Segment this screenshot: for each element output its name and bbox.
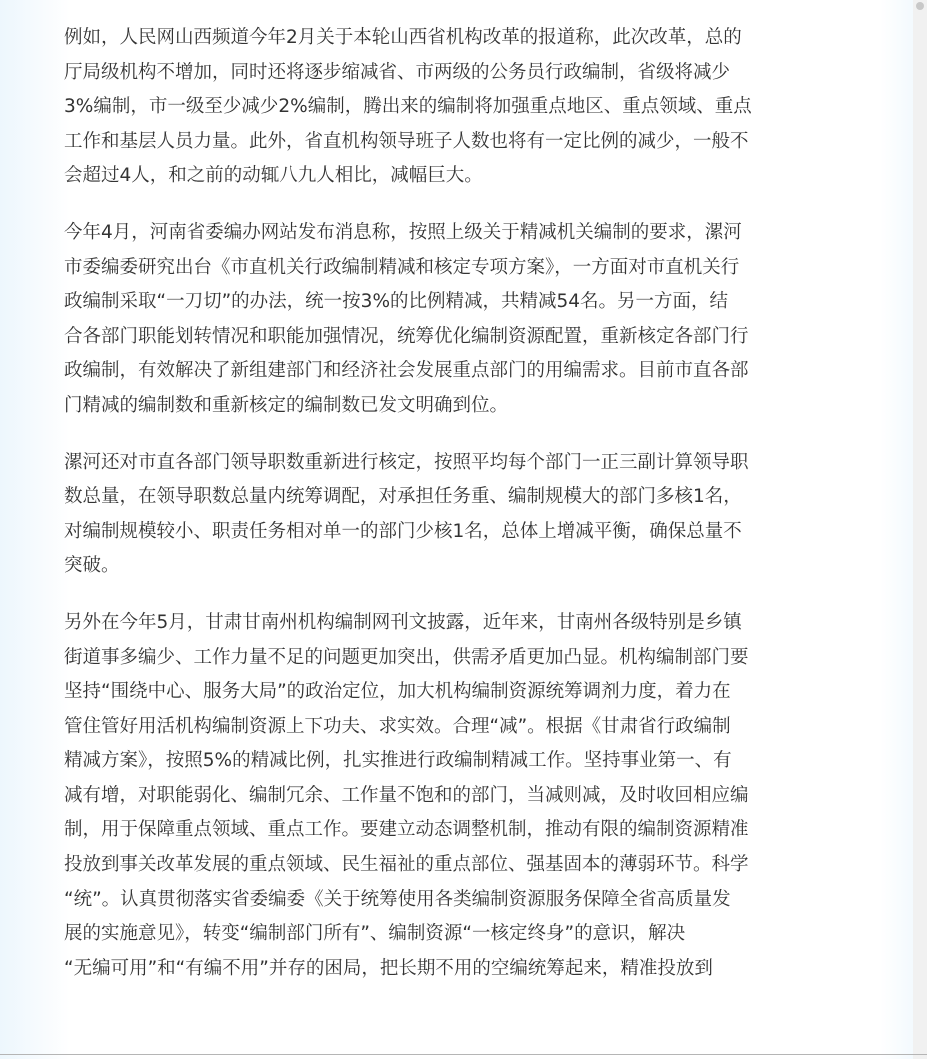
text-line: 突破。	[64, 555, 120, 577]
text-line: 管住管好用活机构编制资源上下功夫、求实效。合理“减”。根据《甘肃省行政编制	[64, 715, 731, 737]
text-line: 街道事多编少、工作力量不足的问题更加突出，供需矛盾更加凸显。机构编制部门要	[64, 646, 749, 668]
text-line: 制，用于保障重点领域、重点工作。要建立动态调整机制，推动有限的编制资源精准	[64, 819, 749, 841]
text-line: 工作和基层人员力量。此外，省直机构领导班子人数也将有一定比例的减少，一般不	[64, 130, 749, 152]
text-line: 政编制，有效解决了新组建部门和经济社会发展重点部门的用编需求。目前市直各部	[64, 360, 749, 382]
text-line: 会超过4人，和之前的动辄八九人相比，减幅巨大。	[64, 165, 483, 187]
text-line: 门精减的编制数和重新核定的编制数已发文明确到位。	[64, 394, 509, 416]
vertical-scrollbar[interactable]	[913, 0, 927, 1059]
text-line: 市委编委研究出台《市直机关行政编制精减和核定专项方案》，一方面对市直机关行	[64, 256, 740, 278]
article-body	[64, 21, 836, 1008]
text-line: 今年4月，河南省委编办网站发布消息称，按照上级关于精减机关编制的要求，漯河	[64, 221, 742, 243]
text-line: “统”。认真贯彻落实省委编委《关于统筹使用各类编制资源服务保障全省高质量发	[64, 888, 731, 910]
text-line: 坚持“围绕中心、服务大局”的政治定位，加大机构编制资源统筹调剂力度，着力在	[64, 681, 731, 703]
text-line: 厅局级机构不增加，同时还将逐步缩减省、市两级的公务员行政编制，省级将减少	[64, 61, 731, 83]
paragraph-luohe	[64, 446, 836, 584]
bottom-divider	[0, 1054, 927, 1055]
scrollbar-thumb[interactable]	[916, 2, 924, 10]
text-line: 漯河还对市直各部门领导职数重新进行核定，按照平均每个部门一正三副计算领导职	[64, 451, 749, 473]
paragraph-gannan	[64, 606, 836, 987]
paragraph-henan	[64, 216, 836, 424]
paragraph-shanxi	[64, 21, 836, 194]
text-line: 精减方案》，按照5%的精减比例，扎实推进行政编制精减工作。坚持事业第一、有	[64, 750, 732, 772]
text-line: “无编可用”和“有编不用”并存的困局，把长期不用的空编统筹起来，精准投放到	[64, 957, 713, 979]
text-line: 另外在今年5月，甘肃甘南州机构编制网刊文披露，近年来，甘南州各级特别是乡镇	[64, 611, 742, 633]
text-line: 对编制规模较小、职责任务相对单一的部门少核1名，总体上增减平衡，确保总量不	[64, 520, 742, 542]
text-line: 投放到事关改革发展的重点领域、民生福祉的重点部位、强基固本的薄弱环节。科学	[64, 854, 749, 876]
text-line: 政编制采取“一刀切”的办法，统一按3%的比例精减，共精减54名。另一方面，结	[64, 291, 729, 313]
text-line: 例如，人民网山西频道今年2月关于本轮山西省机构改革的报道称，此次改革，总的	[64, 27, 742, 48]
text-line: 合各部门职能划转情况和职能加强情况，统筹优化编制资源配置，重新核定各部门行	[64, 325, 749, 347]
text-line: 展的实施意见》，转变“编制部门所有”、编制资源“一核定终身”的意识，解决	[64, 923, 686, 945]
text-line: 数总量，在领导职数总量内统筹调配，对承担任务重、编制规模大的部门多核1名，	[64, 486, 742, 508]
text-line: 减有增，对职能弱化、编制冗余、工作量不饱和的部门，当减则减，及时收回相应编	[64, 784, 749, 806]
text-line: 3%编制，市一级至少减少2%编制，腾出来的编制将加强重点地区、重点领域、重点	[64, 96, 752, 118]
